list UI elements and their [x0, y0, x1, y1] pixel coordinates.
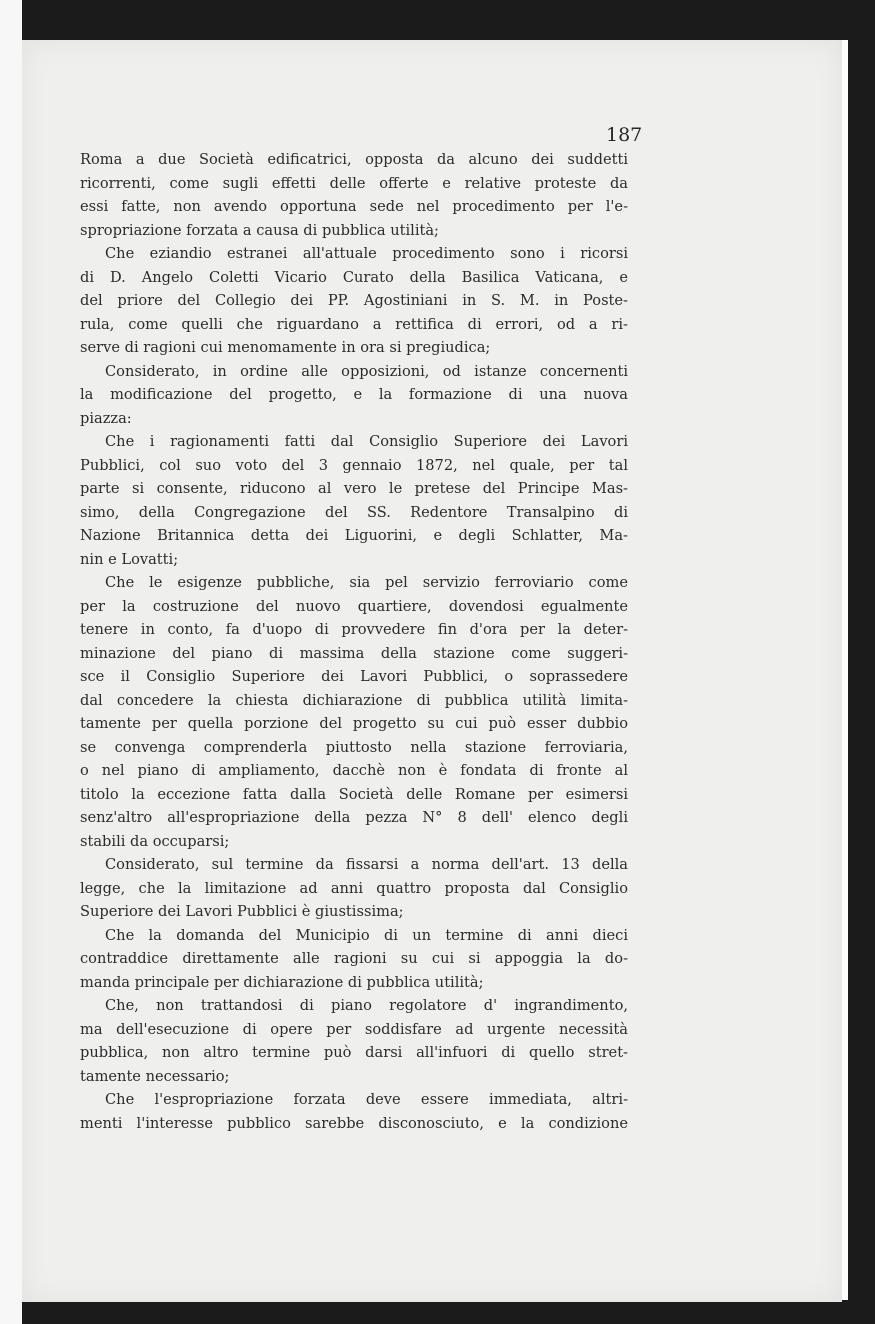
scan-bottom-border [22, 1300, 875, 1324]
paragraph [80, 571, 628, 853]
scan-left-margin [0, 0, 22, 1324]
text-line: rula, come quelli che riguardano a rettifica di errori, od a ri- [80, 315, 628, 333]
paragraph [80, 148, 628, 242]
text-line: per la costruzione del nuovo quartiere, dovendosi egualmente [80, 597, 628, 615]
text-line: stabili da occuparsi; [80, 832, 230, 850]
text-line: o nel piano di ampliamento, dacchè non è fondata di fronte al [80, 762, 628, 779]
text-line: legge, che la limitazione ad anni quattro proposta dal Consiglio [80, 879, 628, 897]
scan-top-border [22, 0, 875, 40]
text-line: parte si consente, riducono al vero le pretese del Principe Mas- [80, 480, 628, 497]
text-line: piazza: [80, 409, 132, 427]
text-line: Che le esigenze pubbliche, sia pel servizio ferroviario come [105, 574, 628, 591]
text-line: del priore del Collegio dei PP. Agostiniani in S. M. in Poste- [80, 292, 628, 309]
paragraph [80, 1088, 628, 1135]
paragraph [80, 242, 628, 360]
page-number: 187 [606, 124, 643, 146]
text-line: nin e Lovatti; [80, 550, 179, 568]
text-line: se convenga comprenderla piuttosto nella stazione ferroviaria, [80, 738, 628, 756]
scan-right-border [848, 10, 875, 1324]
text-line: ma dell'esecuzione di opere per soddisfare ad urgente necessità [80, 1020, 628, 1038]
text-line: Considerato, sul termine da fissarsi a norma dell'art. 13 della [105, 856, 628, 873]
text-line: contraddice direttamente alle ragioni su cui si appoggia la do- [80, 950, 628, 967]
text-line: titolo la eccezione fatta dalla Società delle Romane per esimersi [80, 785, 628, 803]
text-line: Che, non trattandosi di piano regolatore d' ingrandimento, [105, 997, 628, 1014]
text-line: essi fatte, non avendo opportuna sede nel procedimento per l'e- [80, 198, 628, 215]
paragraph [80, 853, 628, 924]
text-line: serve di ragioni cui menomamente in ora si pregiudica; [80, 339, 491, 356]
paragraph [80, 994, 628, 1088]
text-line: Che eziandio estranei all'attuale procedimento sono i ricorsi [105, 245, 628, 262]
text-line: sce il Consiglio Superiore dei Lavori Pubblici, o soprassedere [80, 668, 628, 685]
text-line: dal concedere la chiesta dichiarazione di pubblica utilità limita- [80, 691, 628, 709]
text-line: pubblica, non altro termine può darsi all'infuori di quello stret- [80, 1044, 628, 1061]
text-line: tamente per quella porzione del progetto su cui può esser dubbio [80, 715, 628, 732]
text-line: simo, della Congregazione del SS. Redentore Transalpino di [80, 503, 628, 521]
text-line: spropriazione forzata a causa di pubblica utilità; [80, 221, 439, 239]
text-line: manda principale per dichiarazione di pubblica utilità; [80, 973, 484, 991]
text-line: ricorrenti, come sugli effetti delle offerte e relative proteste da [80, 174, 628, 192]
text-line: tamente necessario; [80, 1067, 230, 1085]
text-line: menti l'interesse pubblico sarebbe disconosciuto, e la condizione [80, 1114, 628, 1132]
text-line: Considerato, in ordine alle opposizioni, od istanze concernenti [105, 362, 628, 380]
text-line: minazione del piano di massima della stazione come suggeri- [80, 644, 628, 662]
text-line: Che i ragionamenti fatti dal Consiglio Superiore dei Lavori [105, 433, 628, 450]
text-line: la modificazione del progetto, e la formazione di una nuova [80, 386, 628, 403]
text-line: tenere in conto, fa d'uopo di provvedere fin d'ora per la deter- [80, 621, 628, 638]
text-line: Che l'espropriazione forzata deve essere immediata, altri- [105, 1091, 628, 1108]
text-line: Nazione Britannica detta dei Liguorini, e degli Schlatter, Ma- [80, 527, 628, 544]
paragraph [80, 924, 628, 995]
text-line: Superiore dei Lavori Pubblici è giustissima; [80, 903, 404, 920]
text-line: Che la domanda del Municipio di un termine di anni dieci [105, 926, 628, 944]
text-line: di D. Angelo Coletti Vicario Curato della Basilica Vaticana, e [80, 268, 628, 286]
body-text [80, 148, 628, 1135]
text-line: Pubblici, col suo voto del 3 gennaio 1872, nel quale, per tal [80, 456, 628, 474]
text-line: senz'altro all'espropriazione della pezza N° 8 dell' elenco degli [80, 809, 628, 826]
text-line: Roma a due Società edificatrici, opposta da alcuno dei suddetti [80, 151, 628, 168]
paragraph [80, 360, 628, 431]
paragraph [80, 430, 628, 571]
